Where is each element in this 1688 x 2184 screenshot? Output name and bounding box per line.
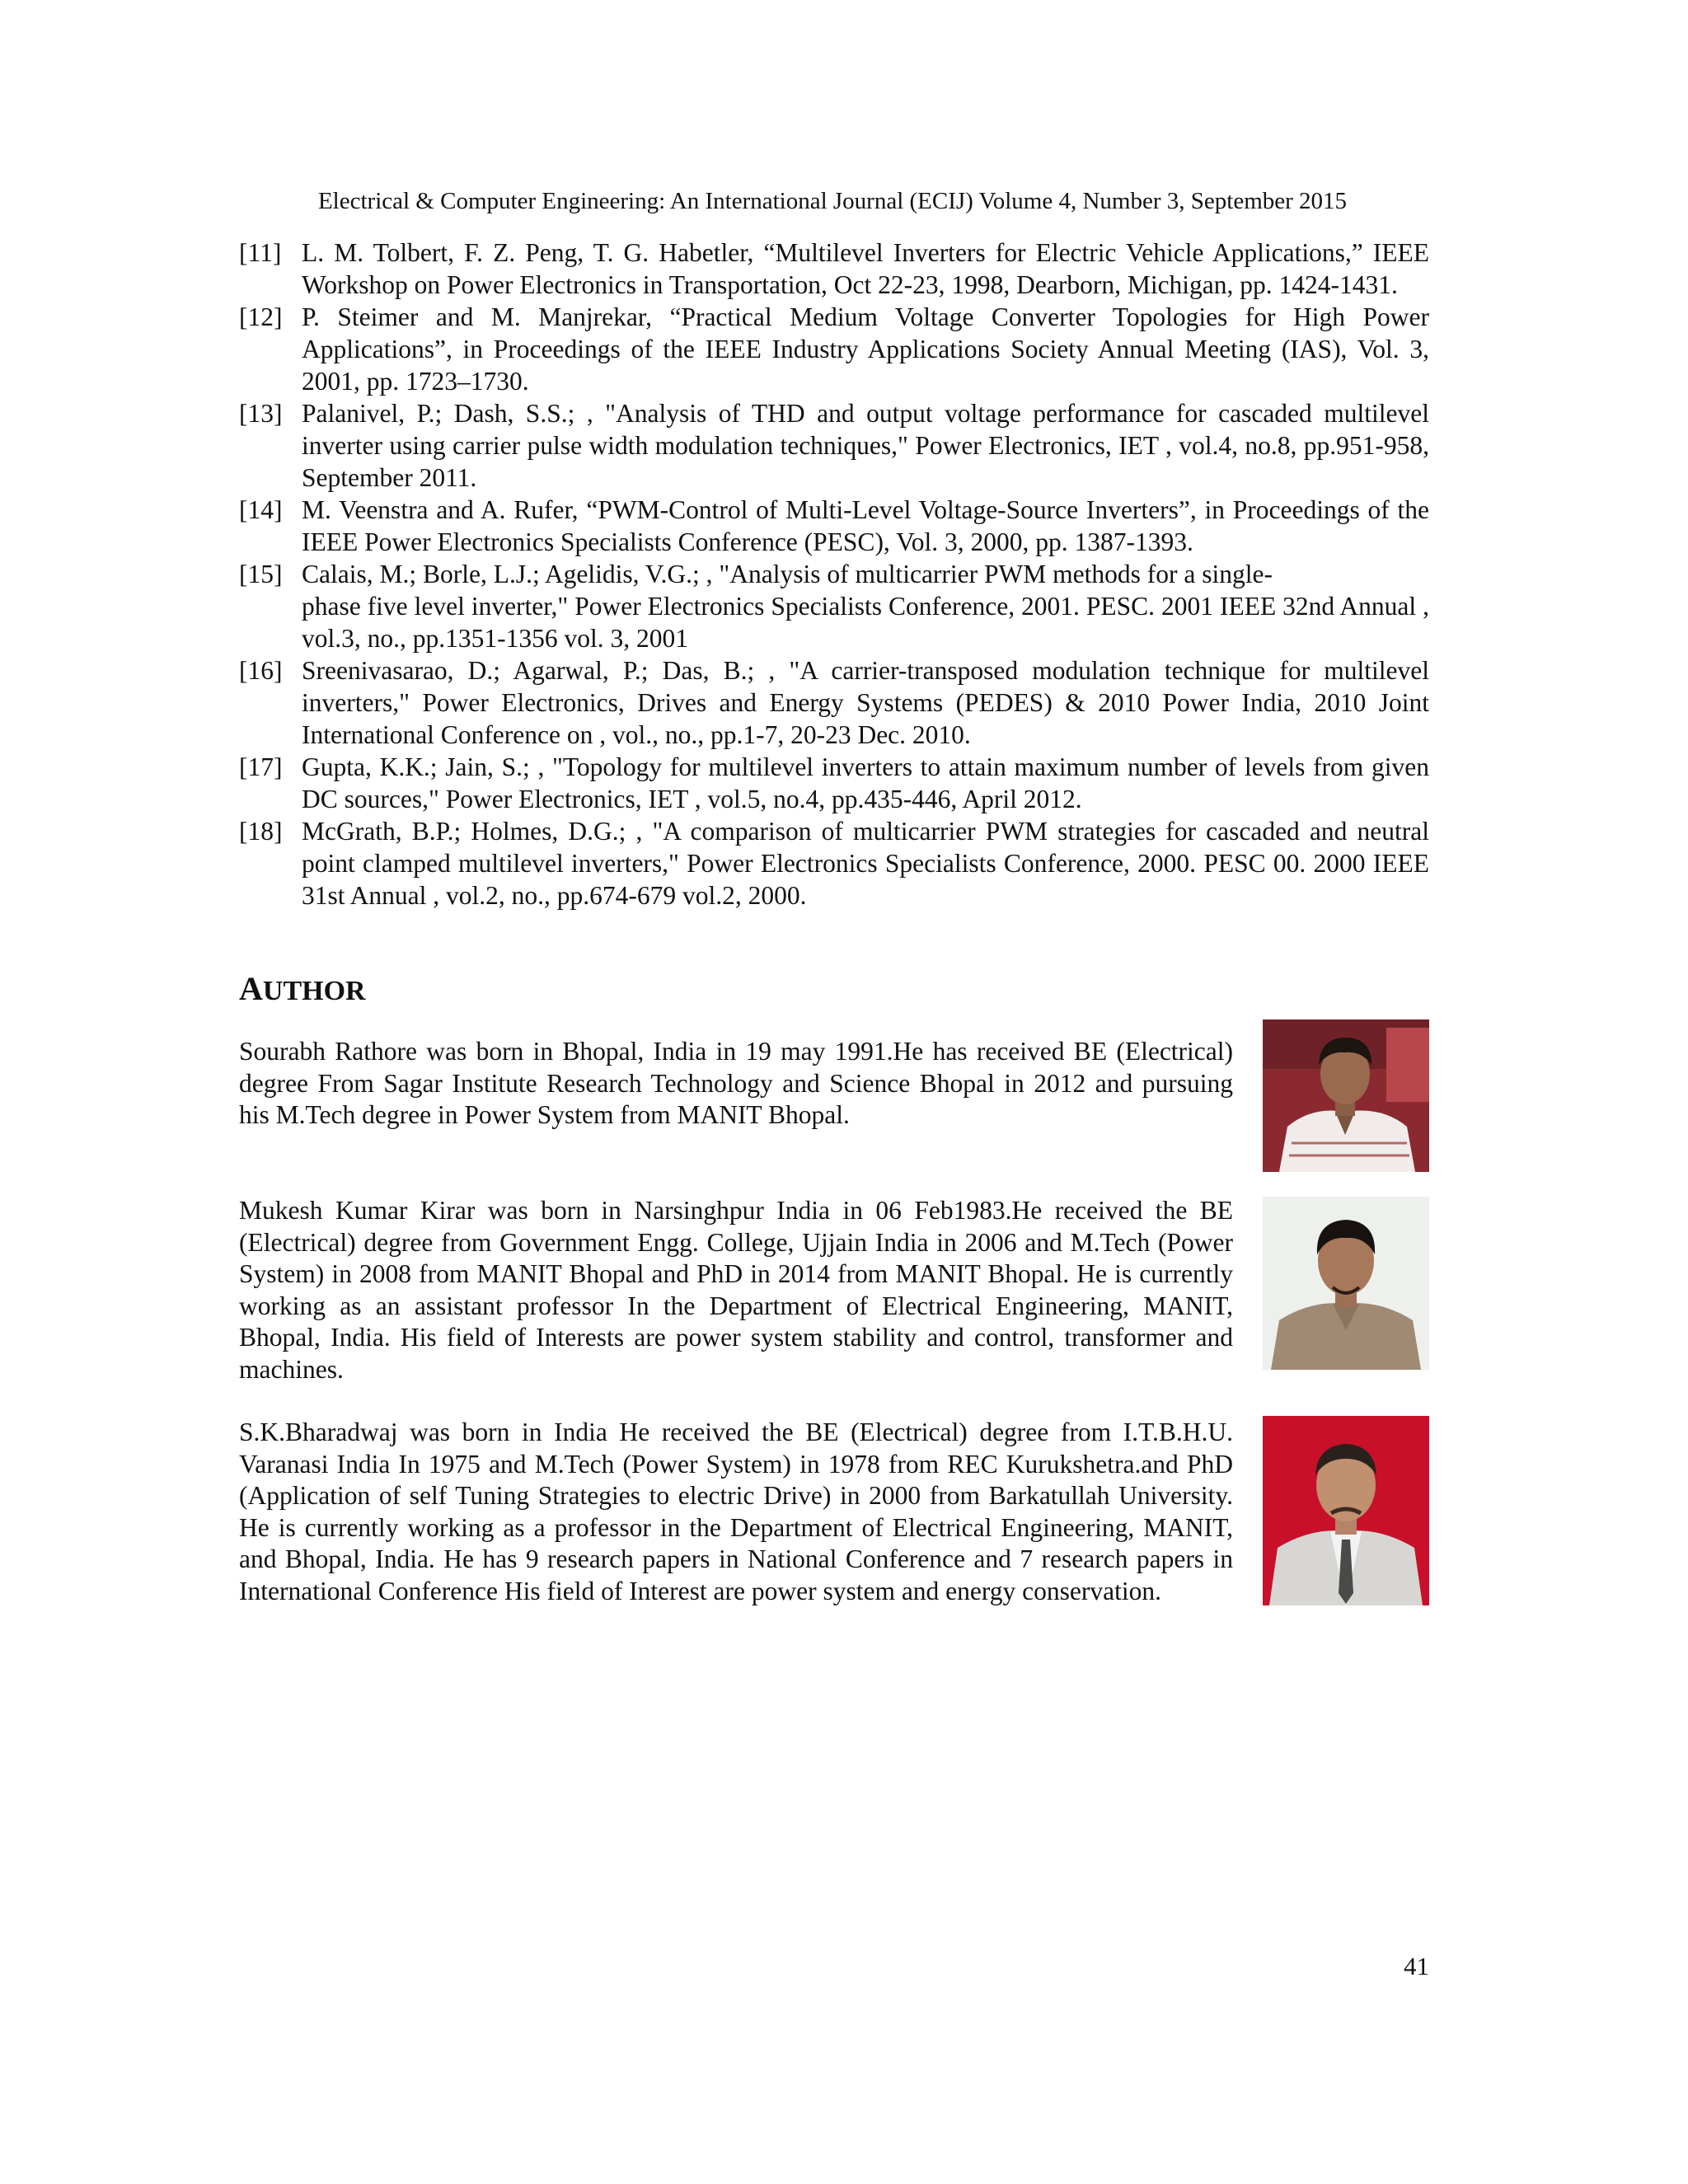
author-bio: Mukesh Kumar Kirar was born in Narsinghpur India in 06 Feb1983.He received the BE (Electrical) degree from Government Engg. College, Ujjain India in 2006 and M.Tech (Power System) in 2008 from MANIT Bhopal and PhD in 2014 from MANIT Bhopal. He is currently working as an assistant professor In the Department of Electrical Engineering, MANIT, Bhopal, India. His field of Interests are power system stability and control, transformer and machines. bbox=[239, 1196, 1233, 1384]
reference-text: Calais, M.; Borle, L.J.; Agelidis, V.G.; , "Analysis of multicarrier PWM methods for a single- phase five level inverter," Power Electronics Specialists Conference, 2001. PESC. 2001 IEEE 32nd Annual , vol.3, no., pp.1351-1356 vol. 3, 2001 bbox=[302, 560, 1429, 653]
reference-text: McGrath, B.P.; Holmes, D.G.; , "A comparison of multicarrier PWM strategies for cascaded and neutral point clamped multilevel inverters," Power Electronics Specialists Conference, 2000. PESC 00. 2000 IEEE 31st Annual , vol.2, no., pp.674-679 vol.2, 2000. bbox=[302, 817, 1429, 910]
author-bio: S.K.Bharadwaj was born in India He received the BE (Electrical) degree from I.T.B.H.U. Varanasi India In 1975 and M.Tech (Power System) in 1978 from REC Kurukshetra.and PhD (Application of self Tuning Strategies to electric Drive) in 2000 from Barkatullah University. He is currently working as a professor in the Department of Electrical Engineering, MANIT, and Bhopal, India. He has 9 research papers in National Conference and 7 research papers in International Conference His field of Interest are power system and energy conservation. bbox=[239, 1418, 1233, 1605]
reference-number: [12] bbox=[239, 302, 283, 331]
reference-item bbox=[239, 301, 1429, 397]
reference-item bbox=[239, 751, 1429, 815]
author-photo-image bbox=[1263, 1019, 1429, 1172]
author-section-heading: AUTHOR bbox=[239, 970, 366, 1007]
author-photo-image bbox=[1263, 1416, 1429, 1605]
author-photo bbox=[1263, 1019, 1429, 1172]
reference-item bbox=[239, 494, 1429, 558]
reference-number: [16] bbox=[239, 656, 283, 685]
reference-text: L. M. Tolbert, F. Z. Peng, T. G. Habetler, “Multilevel Inverters for Electric Vehicle Applications,” IEEE Workshop on Power Electronics in Transportation, Oct 22-23, 1998, Dearborn, Michigan, pp. 1424-1431. bbox=[302, 238, 1429, 299]
author-photo bbox=[1263, 1416, 1429, 1605]
reference-number: [11] bbox=[239, 238, 282, 267]
reference-text: Gupta, K.K.; Jain, S.; , "Topology for multilevel inverters to attain maximum number of levels from given DC sources," Power Electronics, IET , vol.5, no.4, pp.435-446, April 2012. bbox=[302, 752, 1429, 813]
reference-number: [17] bbox=[239, 752, 283, 781]
reference-number: [13] bbox=[239, 399, 283, 428]
reference-item bbox=[239, 815, 1429, 912]
author-photo-image bbox=[1263, 1197, 1429, 1370]
running-header: Electrical & Computer Engineering: An International Journal (ECIJ) Volume 4, Number 3, September 2015 bbox=[317, 188, 1348, 214]
reference-number: [15] bbox=[239, 560, 283, 588]
reference-item bbox=[239, 654, 1429, 751]
page-number: 41 bbox=[1404, 1952, 1429, 1980]
author-bio: Sourabh Rathore was born in Bhopal, India in 19 may 1991.He has received BE (Electrical) degree From Sagar Institute Research Technology and Science Bhopal in 2012 and pursuing his M.Tech degree in Power System from MANIT Bhopal. bbox=[239, 1037, 1233, 1129]
author-photo bbox=[1263, 1197, 1429, 1370]
reference-number: [18] bbox=[239, 817, 283, 846]
reference-text: P. Steimer and M. Manjrekar, “Practical Medium Voltage Converter Topologies for High Power Applications”, in Proceedings of the IEEE Industry Applications Society Annual Meeting (IAS), Vol. 3, 2001, pp. 1723–1730. bbox=[302, 302, 1429, 396]
reference-item bbox=[239, 558, 1429, 654]
reference-item bbox=[239, 397, 1429, 494]
reference-text: M. Veenstra and A. Rufer, “PWM-Control of Multi-Level Voltage-Source Inverters”, in Proceedings of the IEEE Power Electronics Specialists Conference (PESC), Vol. 3, 2000, pp. 1387-1393. bbox=[302, 495, 1429, 556]
reference-text: Sreenivasarao, D.; Agarwal, P.; Das, B.; , "A carrier-transposed modulation technique for multilevel inverters," Power Electronics, Drives and Energy Systems (PEDES) & 2010 Power India, 2010 Joint International Conference on , vol., no., pp.1-7, 20-23 Dec. 2010. bbox=[302, 656, 1429, 749]
reference-number: [14] bbox=[239, 495, 283, 524]
reference-text: Palanivel, P.; Dash, S.S.; , "Analysis of THD and output voltage performance for cascaded multilevel inverter using carrier pulse width modulation techniques," Power Electronics, IET , vol.4, no.8, pp.951-958, September 2011. bbox=[302, 399, 1429, 492]
reference-item bbox=[239, 237, 1429, 301]
reference-list bbox=[239, 237, 1429, 912]
